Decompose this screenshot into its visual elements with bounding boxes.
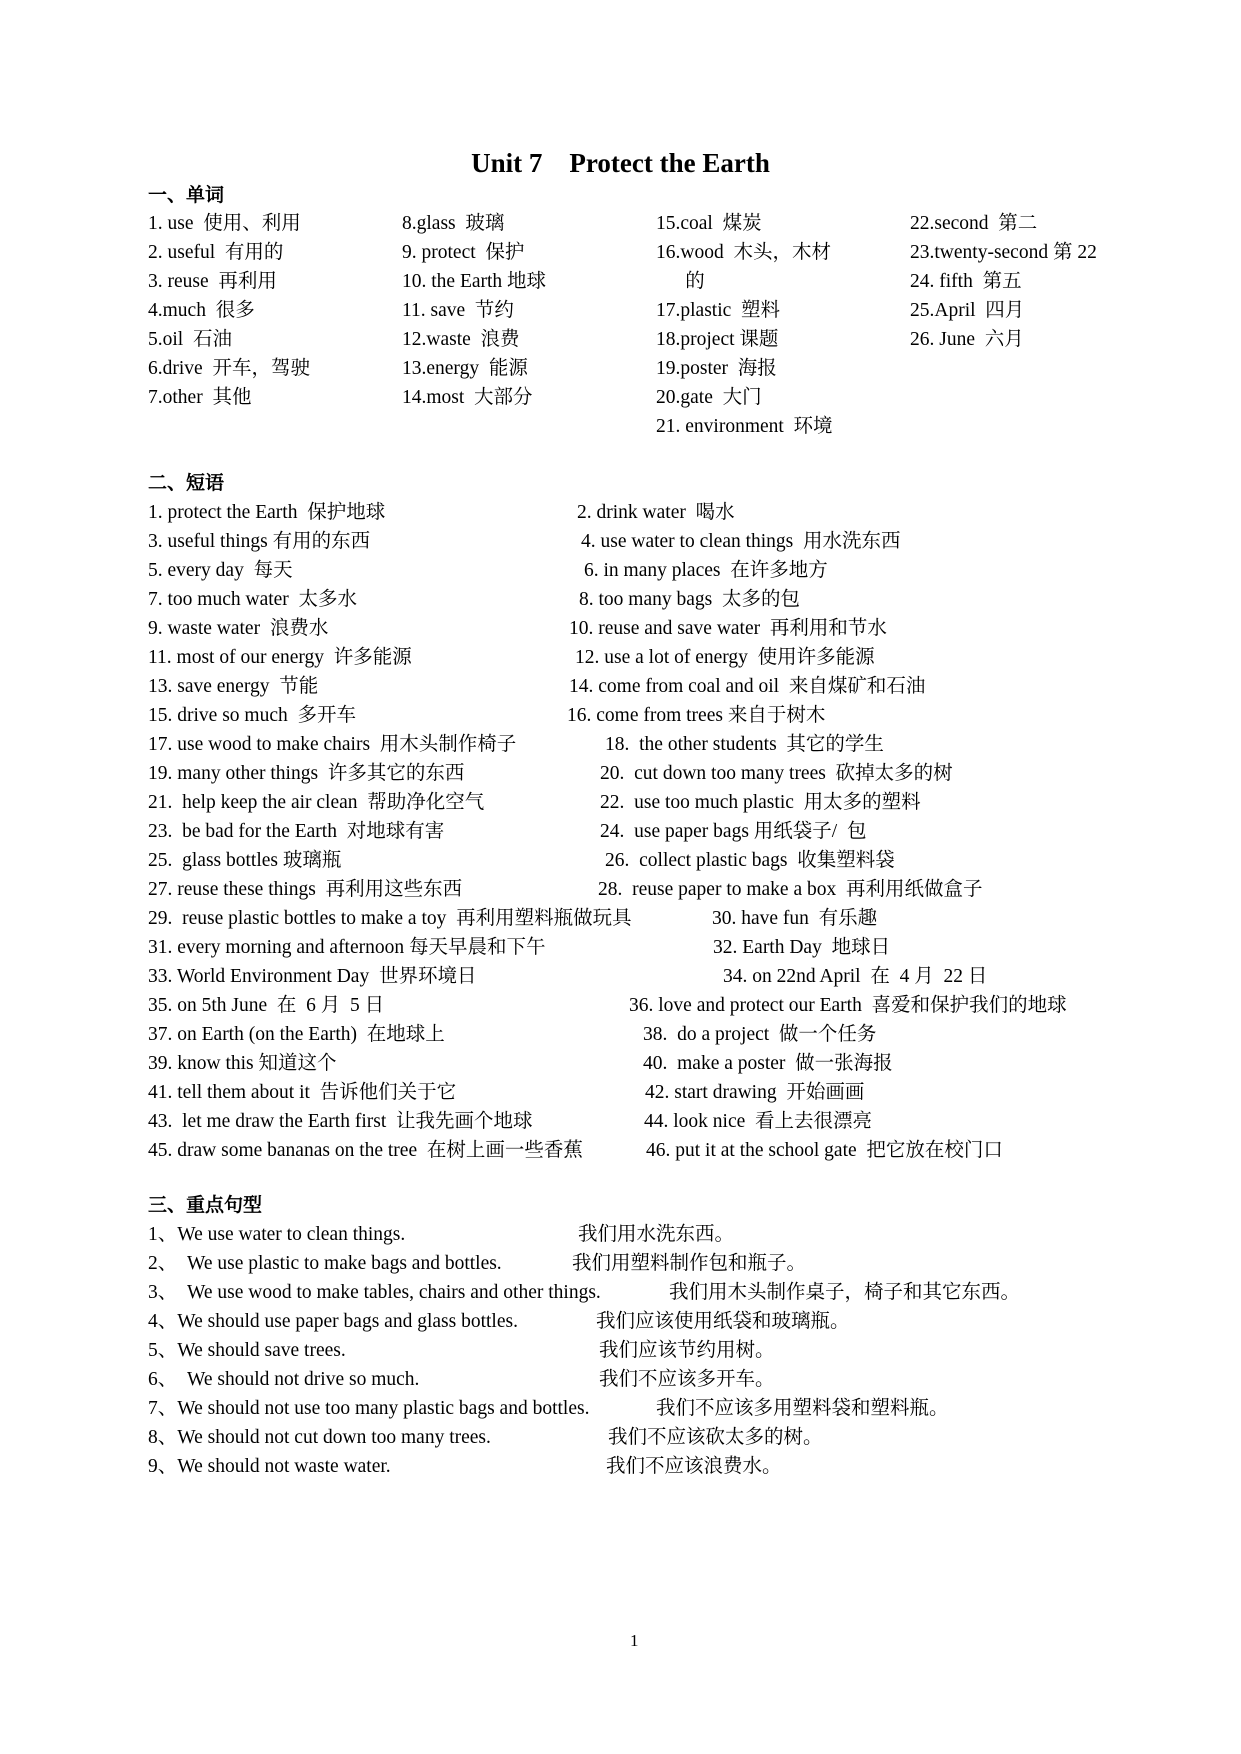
page-title: Unit 7 Protect the Earth	[471, 148, 770, 178]
phrase-item: 2. drink water 喝水	[577, 502, 735, 523]
vocab-item: 17.plastic 塑料	[656, 300, 781, 321]
phrase-item: 15. drive so much 多开车	[148, 705, 356, 726]
sentences-heading: 三、重点句型	[148, 1195, 263, 1216]
vocab-item: 5.oil 石油	[148, 329, 232, 350]
vocab-item: 4.much 很多	[148, 300, 255, 321]
phrase-item: 20. cut down too many trees 砍掉太多的树	[600, 763, 953, 784]
sentence-english: 6、 We should not drive so much.	[148, 1369, 420, 1390]
phrase-item: 1. protect the Earth 保护地球	[148, 502, 386, 523]
page-number: 1	[630, 1631, 639, 1650]
phrase-item: 46. put it at the school gate 把它放在校门口	[646, 1140, 1003, 1161]
sentence-english: 9、We should not waste water.	[148, 1456, 391, 1477]
phrase-item: 24. use paper bags 用纸袋子/ 包	[600, 821, 867, 842]
phrase-item: 10. reuse and save water 再利用和节水	[569, 618, 887, 639]
vocab-item: 18.project 课题	[656, 329, 779, 350]
phrase-item: 19. many other things 许多其它的东西	[148, 763, 465, 784]
vocab-item: 19.poster 海报	[656, 358, 777, 379]
vocab-item: 9. protect 保护	[402, 242, 525, 263]
phrase-item: 41. tell them about it 告诉他们关于它	[148, 1082, 457, 1103]
phrase-item: 33. World Environment Day 世界环境日	[148, 966, 477, 987]
sentence-chinese: 我们不应该多用塑料袋和塑料瓶。	[656, 1398, 949, 1419]
sentence-english: 5、We should save trees.	[148, 1340, 346, 1361]
phrase-item: 7. too much water 太多水	[148, 589, 358, 610]
vocab-item: 7.other 其他	[148, 387, 252, 408]
vocab-item: 26. June 六月	[910, 329, 1024, 350]
phrase-item: 3. useful things 有用的东西	[148, 531, 371, 552]
phrase-item: 4. use water to clean things 用水洗东西	[581, 531, 901, 552]
phrase-item: 45. draw some bananas on the tree 在树上画一些香蕉	[148, 1140, 583, 1161]
vocab-item: 25.April 四月	[910, 300, 1025, 321]
phrase-item: 31. every morning and afternoon 每天早晨和下午	[148, 937, 546, 958]
vocab-item: 1. use 使用、利用	[148, 213, 301, 234]
vocab-item: 15.coal 煤炭	[656, 213, 762, 234]
vocab-item: 13.energy 能源	[402, 358, 528, 379]
phrase-item: 35. on 5th June 在 6 月 5 日	[148, 995, 385, 1016]
vocab-item: 22.second 第二	[910, 213, 1038, 234]
sentence-chinese: 我们用塑料制作包和瓶子。	[572, 1253, 807, 1274]
vocab-item: 的	[656, 271, 705, 292]
phrase-item: 16. come from trees 来自于树木	[567, 705, 826, 726]
vocab-item: 24. fifth 第五	[910, 271, 1022, 292]
phrase-item: 13. save energy 节能	[148, 676, 319, 697]
phrases-heading: 二、短语	[148, 473, 225, 494]
vocab-item: 2. useful 有用的	[148, 242, 284, 263]
phrase-item: 23. be bad for the Earth 对地球有害	[148, 821, 445, 842]
phrase-item: 34. on 22nd April 在 4 月 22 日	[723, 966, 988, 987]
phrase-item: 43. let me draw the Earth first 让我先画个地球	[148, 1111, 533, 1132]
phrase-item: 17. use wood to make chairs 用木头制作椅子	[148, 734, 517, 755]
phrase-item: 9. waste water 浪费水	[148, 618, 329, 639]
vocab-item: 23.twenty-second 第 22	[910, 242, 1097, 263]
phrase-item: 27. reuse these things 再利用这些东西	[148, 879, 463, 900]
phrase-item: 37. on Earth (on the Earth) 在地球上	[148, 1024, 445, 1045]
vocab-item: 11. save 节约	[402, 300, 514, 321]
vocab-item: 12.waste 浪费	[402, 329, 520, 350]
vocab-item: 21. environment 环境	[656, 416, 833, 437]
vocab-heading: 一、单词	[148, 185, 225, 206]
phrase-item: 8. too many bags 太多的包	[579, 589, 800, 610]
phrase-item: 30. have fun 有乐趣	[712, 908, 878, 929]
phrase-item: 12. use a lot of energy 使用许多能源	[575, 647, 875, 668]
phrase-item: 18. the other students 其它的学生	[605, 734, 884, 755]
phrase-item: 28. reuse paper to make a box 再利用纸做盒子	[598, 879, 983, 900]
sentence-english: 8、We should not cut down too many trees.	[148, 1427, 491, 1448]
vocab-item: 6.drive 开车，驾驶	[148, 358, 310, 379]
sentence-chinese: 我们不应该浪费水。	[606, 1456, 782, 1477]
phrase-item: 29. reuse plastic bottles to make a toy 再利用塑料瓶做玩具	[148, 908, 632, 929]
sentence-chinese: 我们不应该砍太多的树。	[608, 1427, 823, 1448]
sentence-chinese: 我们应该使用纸袋和玻璃瓶。	[596, 1311, 850, 1332]
vocab-item: 20.gate 大门	[656, 387, 762, 408]
phrase-item: 14. come from coal and oil 来自煤矿和石油	[569, 676, 926, 697]
phrase-item: 40. make a poster 做一张海报	[643, 1053, 893, 1074]
phrase-item: 21. help keep the air clean 帮助净化空气	[148, 792, 485, 813]
phrase-item: 32. Earth Day 地球日	[713, 937, 891, 958]
sentence-english: 3、 We use wood to make tables, chairs and other things.	[148, 1282, 601, 1303]
phrase-item: 44. look nice 看上去很漂亮	[644, 1111, 873, 1132]
sentence-chinese: 我们用木头制作桌子，椅子和其它东西。	[669, 1282, 1021, 1303]
vocab-item: 14.most 大部分	[402, 387, 533, 408]
phrase-item: 5. every day 每天	[148, 560, 293, 581]
sentence-chinese: 我们应该节约用树。	[599, 1340, 775, 1361]
phrase-item: 22. use too much plastic 用太多的塑料	[600, 792, 921, 813]
phrase-item: 25. glass bottles 玻璃瓶	[148, 850, 342, 871]
phrase-item: 42. start drawing 开始画画	[645, 1082, 865, 1103]
sentence-chinese: 我们用水洗东西。	[578, 1224, 735, 1245]
phrase-item: 36. love and protect our Earth 喜爱和保护我们的地球	[629, 995, 1067, 1016]
sentence-english: 7、We should not use too many plastic bags and bottles.	[148, 1398, 590, 1419]
phrase-item: 39. know this 知道这个	[148, 1053, 337, 1074]
vocab-item: 8.glass 玻璃	[402, 213, 505, 234]
phrase-item: 11. most of our energy 许多能源	[148, 647, 412, 668]
sentence-english: 1、We use water to clean things.	[148, 1224, 406, 1245]
phrase-item: 26. collect plastic bags 收集塑料袋	[605, 850, 895, 871]
vocab-item: 3. reuse 再利用	[148, 271, 277, 292]
vocab-item: 10. the Earth 地球	[402, 271, 547, 292]
sentence-chinese: 我们不应该多开车。	[599, 1369, 775, 1390]
sentence-english: 2、 We use plastic to make bags and bottles.	[148, 1253, 502, 1274]
sentence-english: 4、We should use paper bags and glass bottles.	[148, 1311, 518, 1332]
phrase-item: 6. in many places 在许多地方	[584, 560, 828, 581]
phrase-item: 38. do a project 做一个任务	[643, 1024, 877, 1045]
vocab-item: 16.wood 木头，木材	[656, 242, 831, 263]
